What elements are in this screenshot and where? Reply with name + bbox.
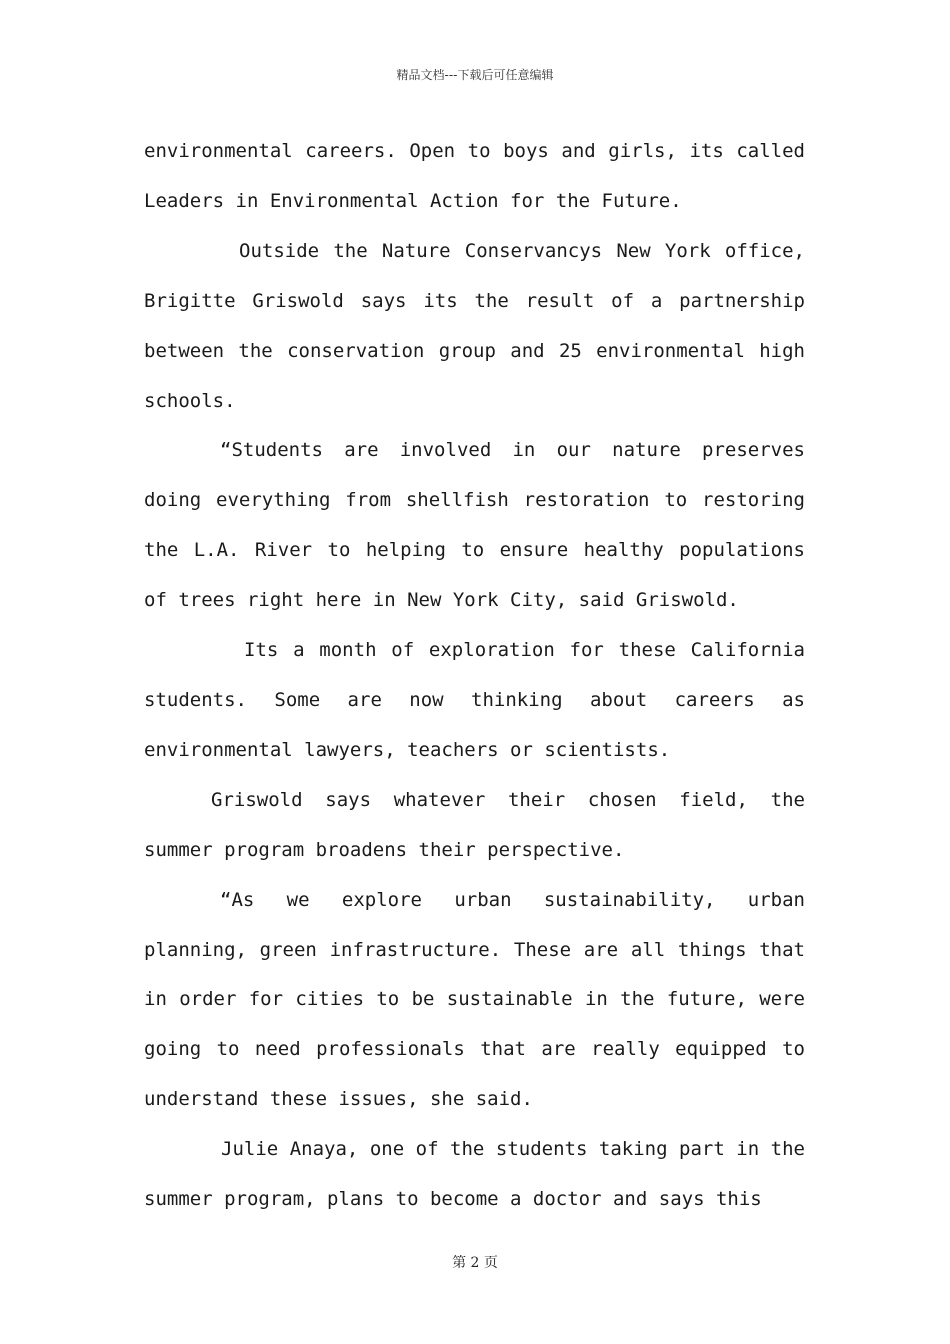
paragraph: Outside the Nature Conservancys New York office, Brigitte Griswold says its the result of a partnership between the conservation group and 25 environmental high schools.	[144, 239, 805, 412]
paragraph: Griswold says whatever their chosen field, the summer program broadens their perspective.	[144, 788, 805, 861]
paragraph: environmental careers. Open to boys and girls, its called Leaders in Environmental Action for the Future.	[144, 140, 805, 212]
paragraph: “As we explore urban sustainability, urban planning, green infrastructure. These are all things that in order for cities to be sustainable in the future, were going to need professionals that are really equipped to understand these issues, she said.	[144, 888, 805, 1111]
paragraph: Julie Anaya, one of the students taking part in the summer program, plans to become a doctor and says this	[144, 1138, 805, 1211]
page-number: 第 2 页	[452, 1255, 498, 1271]
document-body	[144, 127, 805, 1225]
paragraph: “Students are involved in our nature preserves doing everything from shellfish restoration to restoring the L.A. River to helping to ensure healthy populations of trees right here in New York City, said Griswold.	[144, 439, 805, 612]
page-header: 精品文档---下载后可任意编辑	[396, 68, 554, 82]
paragraph: Its a month of exploration for these California students. Some are now thinking about careers as environmental lawyers, teachers or scientists.	[144, 639, 805, 761]
